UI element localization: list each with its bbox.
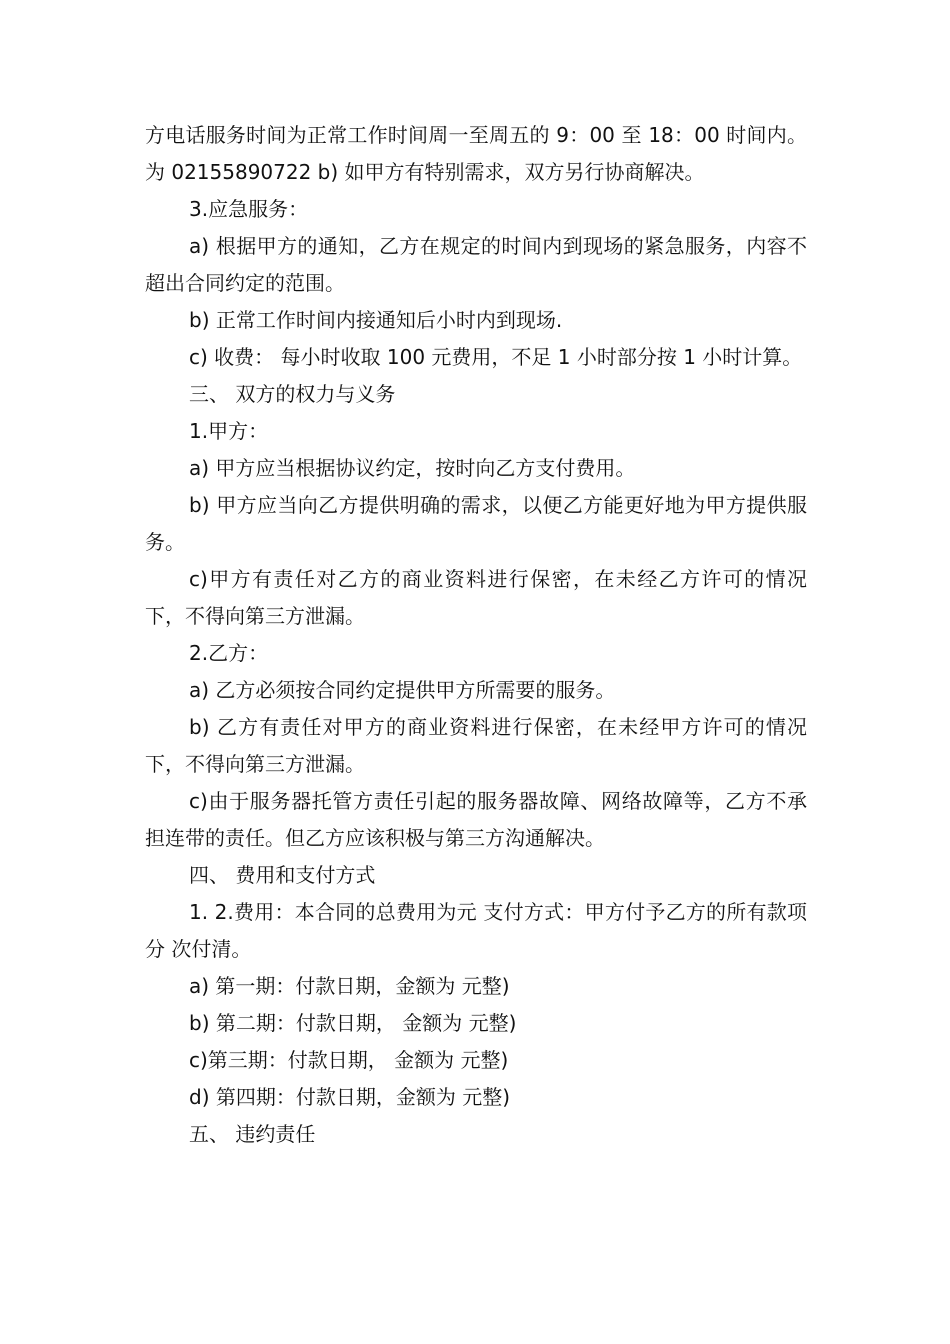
paragraph-2: a) 根据甲方的通知，乙方在规定的时间内到现场的紧急服务，内容不超出合同约定的范围。 <box>145 234 807 295</box>
paragraph-8: b) 甲方应当向乙方提供明确的需求，以便乙方能更好地为甲方提供服务。 <box>145 493 807 554</box>
section-heading-3: 三、 双方的权力与义务 <box>189 382 396 406</box>
paragraph-18: c)第三期：付款日期， 金额为 元整) <box>189 1048 509 1072</box>
paragraph-15: 1. 2.费用：本合同的总费用为元 支付方式：甲方付予乙方的所有款项分 次付清。 <box>145 900 807 961</box>
paragraph-3: b) 正常工作时间内接通知后小时内到现场. <box>189 308 563 332</box>
paragraph-1: 3.应急服务： <box>189 197 309 221</box>
paragraph-11: a) 乙方必须按合同约定提供甲方所需要的服务。 <box>189 678 616 702</box>
paragraph-12: b) 乙方有责任对甲方的商业资料进行保密，在未经甲方许可的情况下，不得向第三方泄漏。 <box>145 715 807 776</box>
document-body <box>145 117 807 1153</box>
section-heading-4: 四、 费用和支付方式 <box>189 863 376 887</box>
paragraph-17: b) 第二期：付款日期， 金额为 元整) <box>189 1011 517 1035</box>
paragraph-9: c)甲方有责任对乙方的商业资料进行保密，在未经乙方许可的情况下，不得向第三方泄漏。 <box>145 567 807 628</box>
paragraph-4: c) 收费： 每小时收取 100 元费用，不足 1 小时部分按 1 小时计算。 <box>189 345 803 369</box>
paragraph-10: 2.乙方： <box>189 641 269 665</box>
section-heading-5: 五、 违约责任 <box>189 1122 316 1146</box>
paragraph-0: 方电话服务时间为正常工作时间周一至周五的 9：00 至 18：00 时间内。为 02155890722 b) 如甲方有特别需求，双方另行协商解决。 <box>145 123 807 184</box>
paragraph-6: 1.甲方： <box>189 419 269 443</box>
paragraph-13: c)由于服务器托管方责任引起的服务器故障、网络故障等，乙方不承担连带的责任。但乙方应该积极与第三方沟通解决。 <box>145 789 807 850</box>
paragraph-7: a) 甲方应当根据协议约定，按时向乙方支付费用。 <box>189 456 636 480</box>
paragraph-19: d) 第四期：付款日期，金额为 元整) <box>189 1085 511 1109</box>
paragraph-16: a) 第一期：付款日期，金额为 元整) <box>189 974 510 998</box>
